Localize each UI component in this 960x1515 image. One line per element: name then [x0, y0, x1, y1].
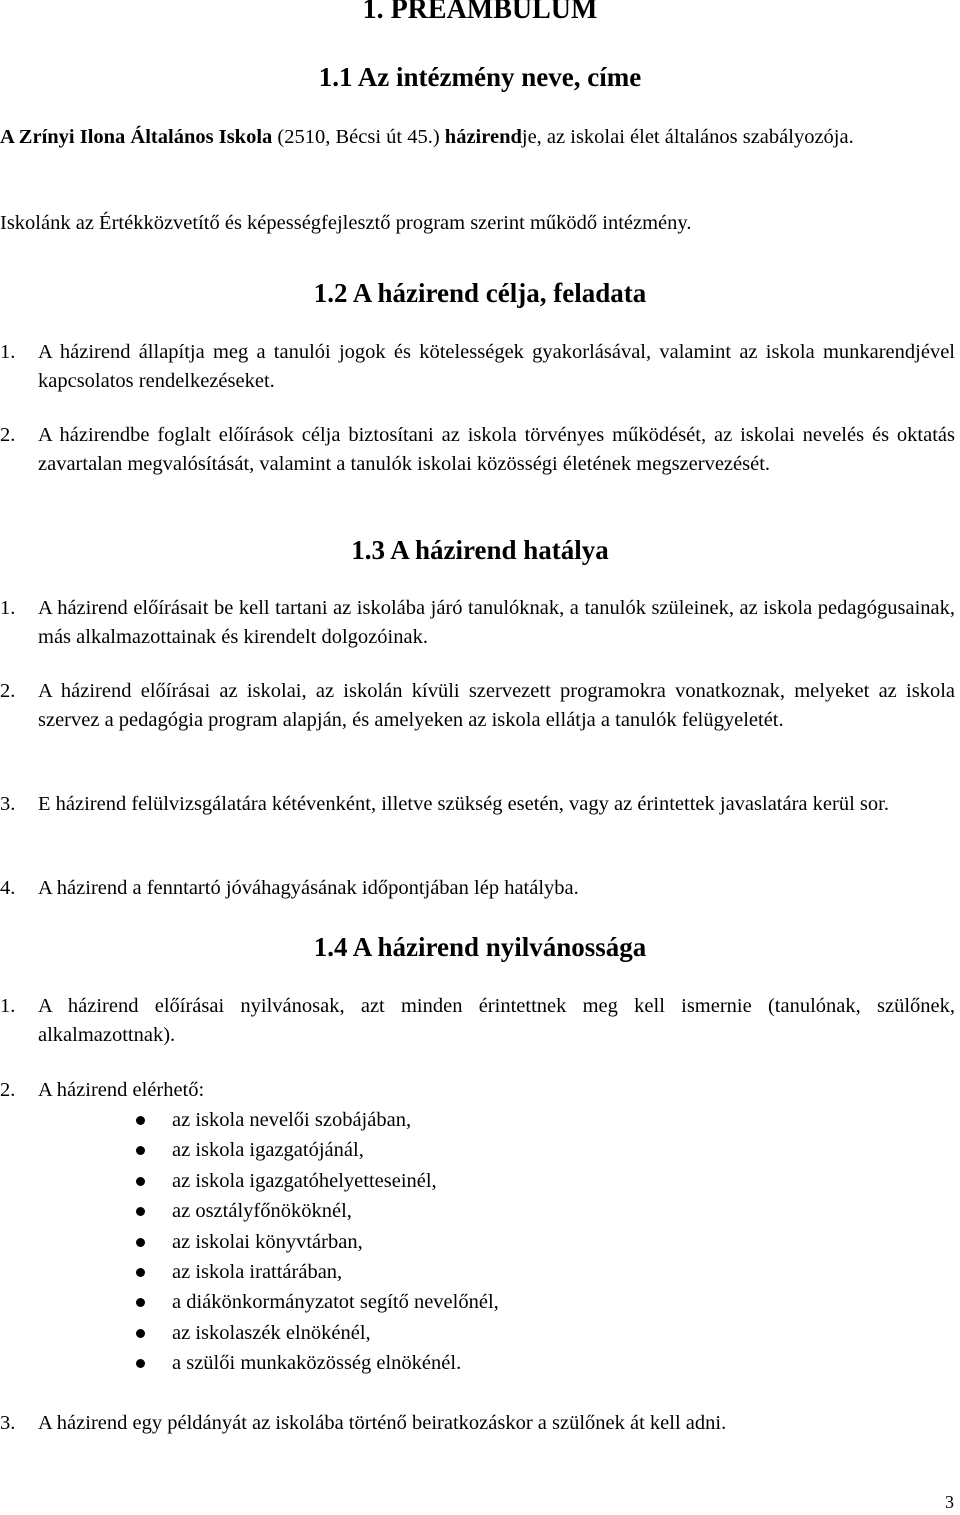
- bullet-icon: [136, 1116, 145, 1125]
- bullet-icon: [136, 1207, 145, 1216]
- s3-item-4: [0, 874, 955, 903]
- item-number: 3.: [0, 793, 16, 815]
- item-number: 2.: [0, 1079, 16, 1101]
- s3-item-2: [0, 677, 955, 734]
- item-number: 1.: [0, 597, 16, 619]
- bullet-icon: [136, 1329, 145, 1338]
- school-intro-paragraph: [0, 123, 955, 152]
- item-number: 2.: [0, 424, 16, 446]
- s4-item-1: [0, 992, 955, 1049]
- section-1-1-title: 1.1 Az intézmény neve, címe: [318, 62, 642, 92]
- program-paragraph: Iskolánk az Értékközvetítő és képességfejlesztő program szerint működő intézmény.: [0, 212, 692, 234]
- item-text: A házirendbe foglalt előírások célja biztosítani az iskola törvényes működését, az iskolai nevelés és oktatás zavartalan megvalósítását, valamint a tanulók iskolai közösségi életének megszervezését.: [38, 424, 955, 475]
- list-item: az iskola igazgatóhelyetteseinél,: [136, 1166, 499, 1196]
- page-number: 3: [945, 1492, 954, 1512]
- list-item: az iskolai könyvtárban,: [136, 1227, 499, 1257]
- item-number: 3.: [0, 1412, 16, 1434]
- list-item: a szülői munkaközösség elnökénél.: [136, 1348, 499, 1378]
- item-text: A házirend előírásai az iskolai, az iskolán kívüli szervezett programokra vonatkoznak, melyeket az iskola szervez a pedagógia program alapján, és amelyeken az iskola ellátja a tanulók felügyeletét.: [38, 680, 955, 731]
- item-text: A házirend állapítja meg a tanulói jogok és kötelességek gyakorlásával, valamint az iskola munkarendjével kapcsolatos rendelkezéseket.: [38, 341, 955, 392]
- s2-item-2: [0, 421, 955, 478]
- house-rules-word: házirend: [444, 126, 522, 148]
- item-text: E házirend felülvizsgálatára kétévenként, illetve szükség esetén, vagy az érintettek javaslatára kerül sor.: [38, 793, 889, 815]
- bullet-icon: [136, 1238, 145, 1247]
- item-text: A házirend előírásai nyilvánosak, azt minden érintettnek meg kell ismernie (tanulónak, szülőnek, alkalmazottnak).: [38, 995, 955, 1046]
- intro-rest: je, az iskolai élet általános szabályozója.: [521, 126, 854, 148]
- item-number: 1.: [0, 341, 16, 363]
- list-item: az iskolaszék elnökénél,: [136, 1318, 499, 1348]
- item-text: A házirend előírásait be kell tartani az iskolába járó tanulóknak, a tanulók szüleinek, az iskola pedagógusainak, más alkalmazottainak és kirendelt dolgozóinak.: [38, 597, 955, 648]
- bullet-icon: [136, 1146, 145, 1155]
- section-1-3-title: 1.3 A házirend hatálya: [351, 535, 609, 565]
- chapter-heading: 1. PREAMBULUM: [362, 0, 598, 25]
- bullet-icon: [136, 1359, 145, 1368]
- section-1-4-title: 1.4 A házirend nyilvánossága: [313, 932, 647, 962]
- s4-item-2: [0, 1076, 955, 1105]
- bullet-icon: [136, 1298, 145, 1307]
- item-number: 2.: [0, 680, 16, 702]
- s4-item-3: [0, 1409, 955, 1438]
- s2-item-1: [0, 338, 955, 395]
- school-address: (2510, Bécsi út 45.): [272, 126, 445, 148]
- list-item: az osztályfőnököknél,: [136, 1196, 499, 1226]
- item-text: A házirend egy példányát az iskolába történő beiratkozáskor a szülőnek át kell adni.: [38, 1412, 727, 1434]
- list-item: az iskola irattárában,: [136, 1257, 499, 1287]
- list-item: az iskola igazgatójánál,: [136, 1135, 499, 1165]
- section-1-2-title: 1.2 A házirend célja, feladata: [313, 278, 647, 308]
- item-text: A házirend a fenntartó jóváhagyásának időpontjában lép hatályba.: [38, 877, 579, 899]
- s3-item-3: [0, 790, 955, 819]
- bullet-icon: [136, 1268, 145, 1277]
- bullet-icon: [136, 1177, 145, 1186]
- list-item: a diákönkormányzatot segítő nevelőnél,: [136, 1287, 499, 1317]
- list-item: az iskola nevelői szobájában,: [136, 1105, 499, 1135]
- item-number: 1.: [0, 995, 16, 1017]
- school-name: A Zrínyi Ilona Általános Iskola: [0, 126, 273, 148]
- item-number: 4.: [0, 877, 16, 899]
- availability-list: [136, 1105, 499, 1379]
- s3-item-1: [0, 594, 955, 651]
- item-text: A házirend elérhető:: [38, 1079, 205, 1101]
